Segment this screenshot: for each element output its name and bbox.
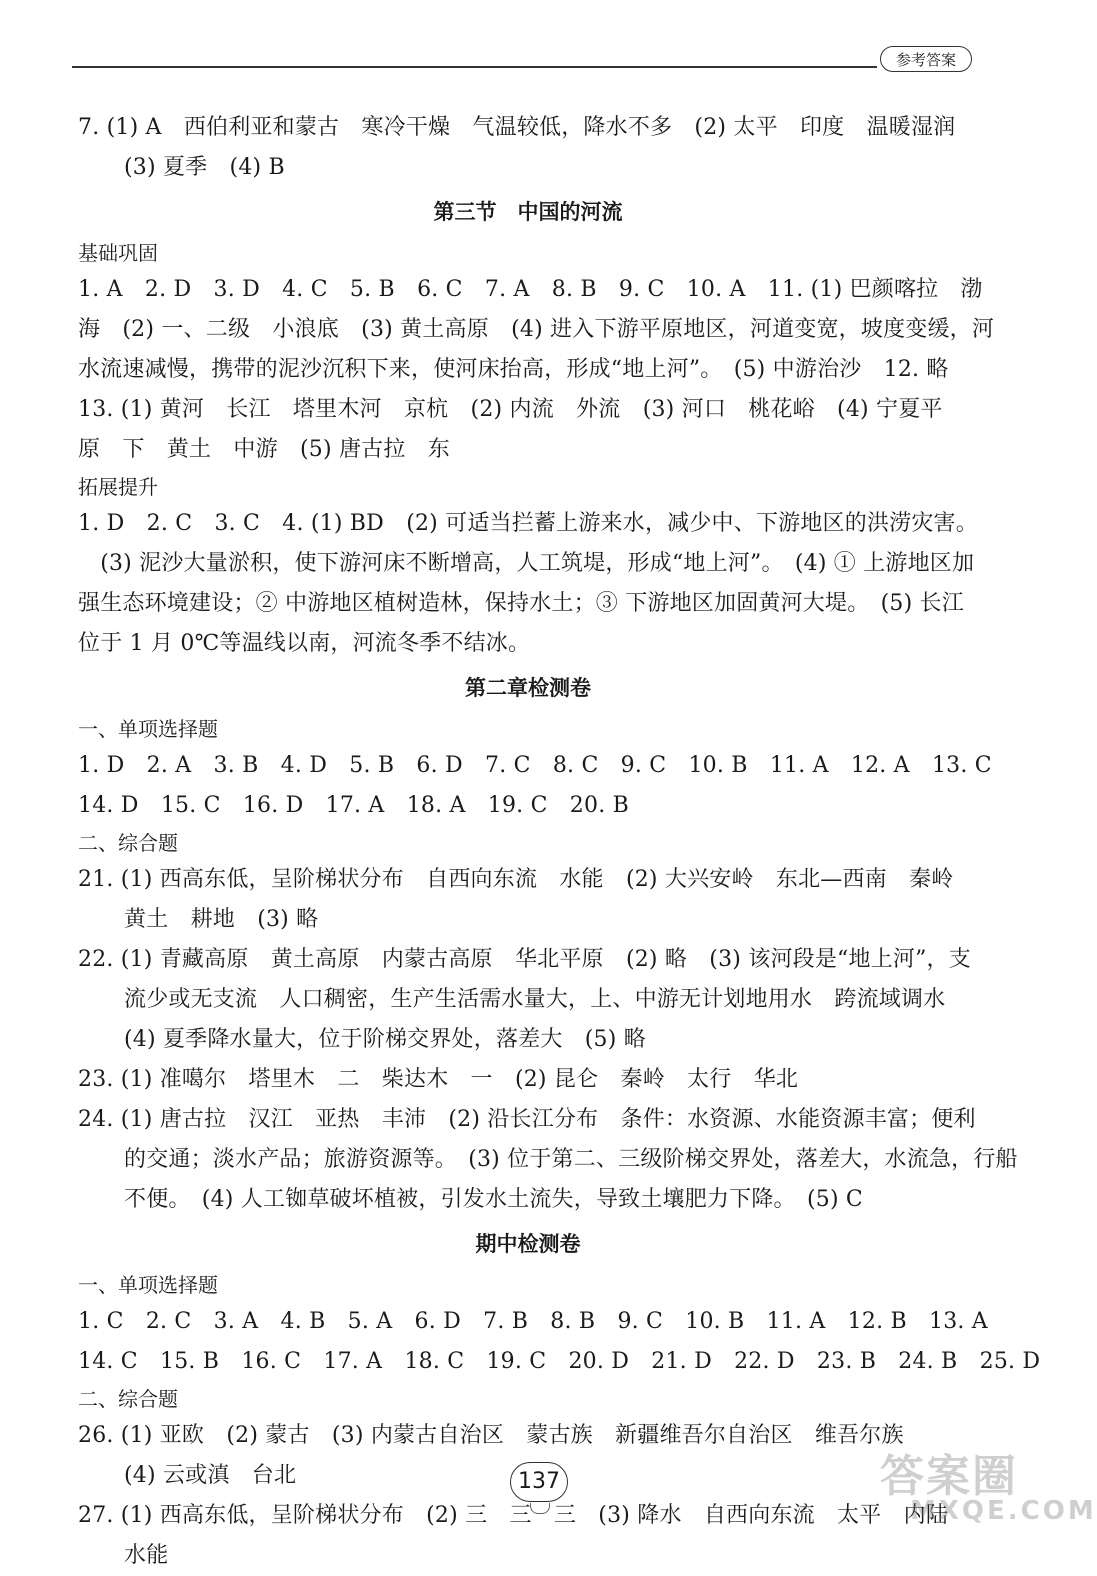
answer-line: 1. D 2. A 3. B 4. D 5. B 6. D 7. C 8. C 9. C 10. B 11. A 12. A 13. C bbox=[78, 753, 992, 778]
answer-line: (3) 泥沙大量淤积，使下游河床不断增高，人工筑堤，形成“地上河”。 (4) ① 上游地区加 bbox=[78, 551, 975, 576]
answer-line-continued: (3) 夏季 (4) B bbox=[124, 155, 285, 180]
answer-line: 22. (1) 青藏高原 黄土高原 内蒙古高原 华北平原 (2) 略 (3) 该河段是“地上河”，支 bbox=[78, 947, 971, 972]
section-heading: 期中检测卷 bbox=[475, 1232, 581, 1256]
subsection-label: 基础巩固 bbox=[78, 241, 158, 265]
answer-line: 水流速减慢，携带的泥沙沉积下来，使河床抬高，形成“地上河”。 (5) 中游治沙 12. 略 bbox=[78, 357, 949, 382]
answer-line: 强生态环境建设；② 中游地区植树造林，保持水土；③ 下游地区加固黄河大堤。 (5) 长江 bbox=[78, 591, 964, 616]
answer-line: 27. (1) 西高东低，呈阶梯状分布 (2) 三 三 三 (3) 降水 自西向东流 太平 内陆 bbox=[78, 1503, 949, 1528]
answer-line: 14. C 15. B 16. C 17. A 18. C 19. C 20. D 21. D 22. D 23. B 24. B 25. D bbox=[78, 1349, 1041, 1374]
header-tag: 参考答案 bbox=[880, 46, 972, 72]
subsection-label: 拓展提升 bbox=[78, 475, 158, 499]
section-heading: 第二章检测卷 bbox=[465, 676, 591, 700]
answer-line: 13. (1) 黄河 长江 塔里木河 京杭 (2) 内流 外流 (3) 河口 桃花峪 (4) 宁夏平 bbox=[78, 397, 943, 422]
subsection-label: 一、单项选择题 bbox=[78, 1273, 218, 1297]
watermark-url: MXQE.COM bbox=[910, 1496, 1097, 1526]
answer-line: 1. A 2. D 3. D 4. C 5. B 6. C 7. A 8. B 9. C 10. A 11. (1) 巴颜喀拉 渤 bbox=[78, 277, 983, 302]
answer-line-continued: 流少或无支流 人口稠密，生产生活需水量大，上、中游无计划地用水 跨流域调水 bbox=[124, 987, 946, 1012]
answer-line: 26. (1) 亚欧 (2) 蒙古 (3) 内蒙古自治区 蒙古族 新疆维吾尔自治区 维吾尔族 bbox=[78, 1423, 904, 1448]
answer-line-continued: (4) 夏季降水量大，位于阶梯交界处，落差大 (5) 略 bbox=[124, 1027, 646, 1052]
answer-line-continued: 不便。 (4) 人工铷草破坏植被，引发水土流失，导致土壤肥力下降。 (5) C bbox=[124, 1187, 863, 1212]
answer-line: 24. (1) 唐古拉 汉江 亚热 丰沛 (2) 沿长江分布 条件：水资源、水能资源丰富；便利 bbox=[78, 1107, 976, 1132]
page-number: 137 bbox=[510, 1462, 568, 1502]
subsection-label: 二、综合题 bbox=[78, 1387, 178, 1411]
header-rule bbox=[72, 66, 877, 68]
subsection-label: 一、单项选择题 bbox=[78, 717, 218, 741]
answer-line: 7. (1) A 西伯利亚和蒙古 寒冷干燥 气温较低，降水不多 (2) 太平 印度 温暖湿润 bbox=[78, 115, 956, 140]
answer-line: 1. D 2. C 3. C 4. (1) BD (2) 可适当拦蓄上游来水，减少中、下游地区的洪涝灾害。 bbox=[78, 511, 978, 536]
answer-line: 1. C 2. C 3. A 4. B 5. A 6. D 7. B 8. B 9. C 10. B 11. A 12. B 13. A bbox=[78, 1309, 988, 1334]
watermark-logo bbox=[880, 1440, 1097, 1530]
answer-line-continued: 水能 bbox=[124, 1543, 169, 1568]
section-heading: 第三节 中国的河流 bbox=[433, 200, 623, 224]
answer-line-continued: 黄土 耕地 (3) 略 bbox=[124, 907, 319, 932]
subsection-label: 二、综合题 bbox=[78, 831, 178, 855]
answer-line: 原 下 黄土 中游 (5) 唐古拉 东 bbox=[78, 437, 450, 462]
answer-line: 23. (1) 准噶尔 塔里木 二 柴达木 一 (2) 昆仑 秦岭 太行 华北 bbox=[78, 1067, 799, 1092]
watermark-text: 答案圈 bbox=[880, 1451, 1018, 1502]
answer-line: 海 (2) 一、二级 小浪底 (3) 黄土高原 (4) 进入下游平原地区，河道变宽，坡度变缓，河 bbox=[78, 317, 995, 342]
answer-line-continued: (4) 云或滇 台北 bbox=[124, 1463, 297, 1488]
answer-line: 14. D 15. C 16. D 17. A 18. A 19. C 20. B bbox=[78, 793, 629, 818]
answer-line-continued: 的交通；淡水产品；旅游资源等。 (3) 位于第二、三级阶梯交界处，落差大，水流急，行船 bbox=[124, 1147, 1018, 1172]
answer-line: 21. (1) 西高东低，呈阶梯状分布 自西向东流 水能 (2) 大兴安岭 东北—西南 秦岭 bbox=[78, 867, 954, 892]
answer-line: 位于 1 月 0℃等温线以南，河流冬季不结冰。 bbox=[78, 631, 531, 656]
